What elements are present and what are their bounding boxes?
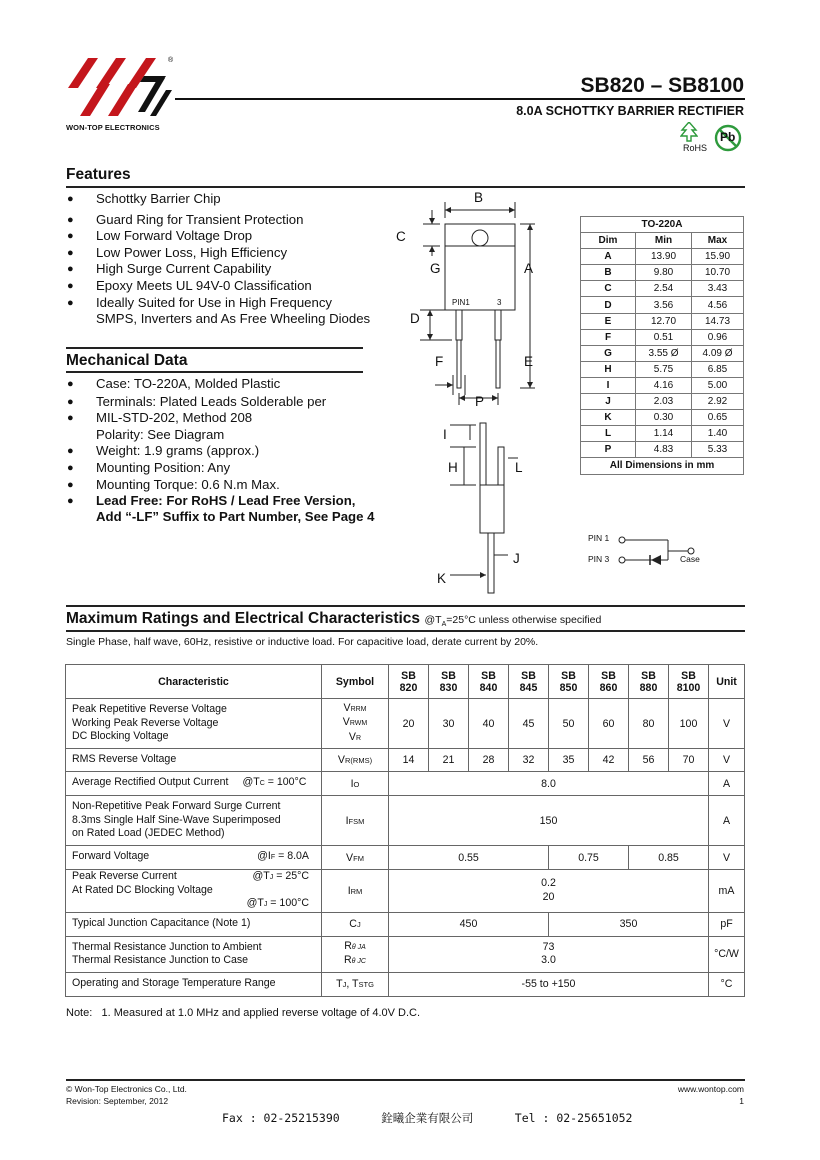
dimension-footer: All Dimensions in mm (581, 458, 744, 474)
dim-label-i: I (443, 427, 447, 442)
features-continuation: SMPS, Inverters and As Free Wheeling Diodes (96, 311, 371, 326)
table-row: K 0.30 0.65 (581, 410, 744, 426)
table-row: Typical Junction Capacitance (Note 1) CJ 450 350 pF (66, 912, 745, 936)
dim-label-b: B (474, 190, 484, 205)
min-header: Min (636, 233, 692, 249)
list-item: ● Mounting Torque: 0.6 N.m Max. (67, 477, 355, 494)
ratings-top-rule (66, 605, 745, 607)
mechanical-list (67, 376, 355, 510)
revision: Revision: September, 2012 (66, 1096, 169, 1106)
package-name: TO-220A (581, 217, 744, 233)
max-header: Max (692, 233, 744, 249)
table-row: P 4.83 5.33 (581, 442, 744, 458)
table-header-row: Characteristic Symbol SB 820 SB 830 SB 840 SB 845 SB 850 SB 860 SB 880 SB 8100 Unit (66, 665, 745, 699)
pb-label: Pb (720, 130, 736, 144)
list-item: ● Mounting Position: Any (67, 460, 355, 477)
list-item: ● MIL-STD-202, Method 208 (67, 410, 355, 427)
dim-label-a: A (524, 261, 534, 276)
dim-label-l: L (515, 460, 523, 475)
ratings-title: Maximum Ratings and Electrical Characteristics (66, 610, 421, 627)
schematic-pin1: PIN 1 (588, 533, 610, 543)
bullet-mask (67, 425, 87, 442)
list-item: ● Weight: 1.9 grams (approx.) (67, 443, 355, 460)
list-item: ● Terminals: Plated Leads Solderable per (67, 394, 355, 411)
mechanical-continuation: Add “-LF” Suffix to Part Number, See Page 4 (96, 509, 375, 524)
footer-rule (66, 1079, 745, 1081)
table-row: H 5.75 6.85 (581, 361, 744, 377)
table-row: Non-Repetitive Peak Forward Surge Current 8.3ms Single Half Sine-Wave Superimposed on Rated Load (JEDEC Method) IFSM 150 A (66, 796, 745, 846)
ratings-rule (66, 630, 745, 632)
package-outline-diagram (390, 190, 570, 595)
mechanical-rule (66, 371, 363, 373)
fax-line: Fax : 02-25215390 銓曦企業有限公司 Tel : 02-25651052 (222, 1111, 633, 1125)
dim-label-d: D (410, 311, 420, 326)
dim-label-g: G (430, 261, 441, 276)
dimension-table (580, 216, 744, 475)
tree-icon (680, 122, 698, 142)
mechanical-top-rule (66, 347, 363, 349)
list-item: ● Low Power Loss, High Efficiency (67, 245, 332, 262)
features-rule (66, 186, 745, 188)
dim-label-j: J (513, 551, 520, 566)
list-item: ● Case: TO-220A, Molded Plastic (67, 376, 355, 393)
rohs-label: RoHS (683, 143, 708, 153)
svg-text:®: ® (168, 57, 174, 64)
dim-label-h: H (448, 460, 458, 475)
schematic-case: Case (680, 554, 700, 564)
page-title: SB820 – SB8100 (580, 74, 744, 97)
header-rule (175, 98, 745, 100)
table-row: G 3.55 Ø 4.09 Ø (581, 345, 744, 361)
table-row: I 4.16 5.00 (581, 377, 744, 393)
website: www.wontop.com (677, 1084, 744, 1094)
table-row: J 2.03 2.92 (581, 394, 744, 410)
list-item: ● Ideally Suited for Use in High Frequency (67, 295, 332, 312)
pb-free-badge (714, 124, 742, 152)
features-title: Features (66, 166, 131, 183)
dim-header: Dim (581, 233, 636, 249)
ratings-heading: Maximum Ratings and Electrical Characteristics $@T_A=25^\circ C$ unless otherwise specified (66, 610, 602, 629)
dim-label-c: C (396, 229, 406, 244)
page-subtitle: 8.0A SCHOTTKY BARRIER RECTIFIER (516, 104, 744, 118)
list-item: ● Lead Free: For RoHS / Lead Free Version, (67, 493, 355, 510)
ratings-note-line: Single Phase, half wave, 60Hz, resistive or inductive load. For capacitive load, derate current by 20%. (66, 636, 539, 648)
pin1-label: PIN1 (452, 298, 470, 307)
table-row: Average Rectified Output Current @TC = 100°C IO 8.0 A (66, 772, 745, 796)
footnote: Note: 1. Measured at 1.0 MHz and applied reverse voltage of 4.0V D.C. (66, 1007, 421, 1019)
dim-label-f: F (435, 354, 444, 369)
table-row: Operating and Storage Temperature Range TJ, TSTG -55 to +150 °C (66, 972, 745, 996)
dim-label-e: E (524, 354, 534, 369)
table-row: F 0.51 0.96 (581, 329, 744, 345)
page-number: 1 (739, 1096, 744, 1106)
table-row: Thermal Resistance Junction to Ambient Thermal Resistance Junction to Case Rθ JA Rθ JC 73 3.0 °C/W (66, 936, 745, 972)
table-row: C 2.54 3.43 (581, 281, 744, 297)
schematic-pin3: PIN 3 (588, 554, 610, 564)
company-logo (66, 54, 176, 122)
features-list (67, 191, 332, 311)
table-row: D 3.56 4.56 (581, 297, 744, 313)
table-row: A 13.90 15.90 (581, 249, 744, 265)
dim-label-k: K (437, 571, 447, 586)
list-item: ● Polarity: See Diagram (67, 427, 355, 444)
table-row: B 9.80 10.70 (581, 265, 744, 281)
table-row: E 12.70 14.73 (581, 313, 744, 329)
dim-label-p: P (475, 394, 485, 409)
table-row: L 1.14 1.40 (581, 426, 744, 442)
ratings-table (65, 664, 745, 997)
list-item: ● Schottky Barrier Chip (67, 191, 332, 208)
company-name: WON-TOP ELECTRONICS (66, 123, 160, 132)
table-row: Peak Repetitive Reverse Voltage Working Peak Reverse Voltage DC Blocking Voltage VRRM VRWM VR 20 30 40 45 50 60 80 100 V (66, 699, 745, 749)
list-item: ● Epoxy Meets UL 94V-0 Classification (67, 278, 332, 295)
list-item: ● Low Forward Voltage Drop (67, 228, 332, 245)
table-row: RMS Reverse Voltage VR(RMS) 14 21 28 32 35 42 56 70 V (66, 749, 745, 772)
mechanical-title: Mechanical Data (66, 352, 188, 369)
table-row: Peak Reverse Current @TJ = 25°C At Rated DC Blocking Voltage @TJ = 100°C IRM 0.2 20 mA (66, 870, 745, 913)
list-item: ● High Surge Current Capability (67, 261, 332, 278)
list-item: ● Guard Ring for Transient Protection (67, 212, 332, 229)
pin3-label: 3 (497, 298, 502, 307)
rohs-badge (678, 122, 710, 156)
copyright: © Won-Top Electronics Co., Ltd. (66, 1084, 187, 1094)
table-row: Forward Voltage @IF = 8.0A VFM 0.55 0.75 0.85 V (66, 846, 745, 870)
